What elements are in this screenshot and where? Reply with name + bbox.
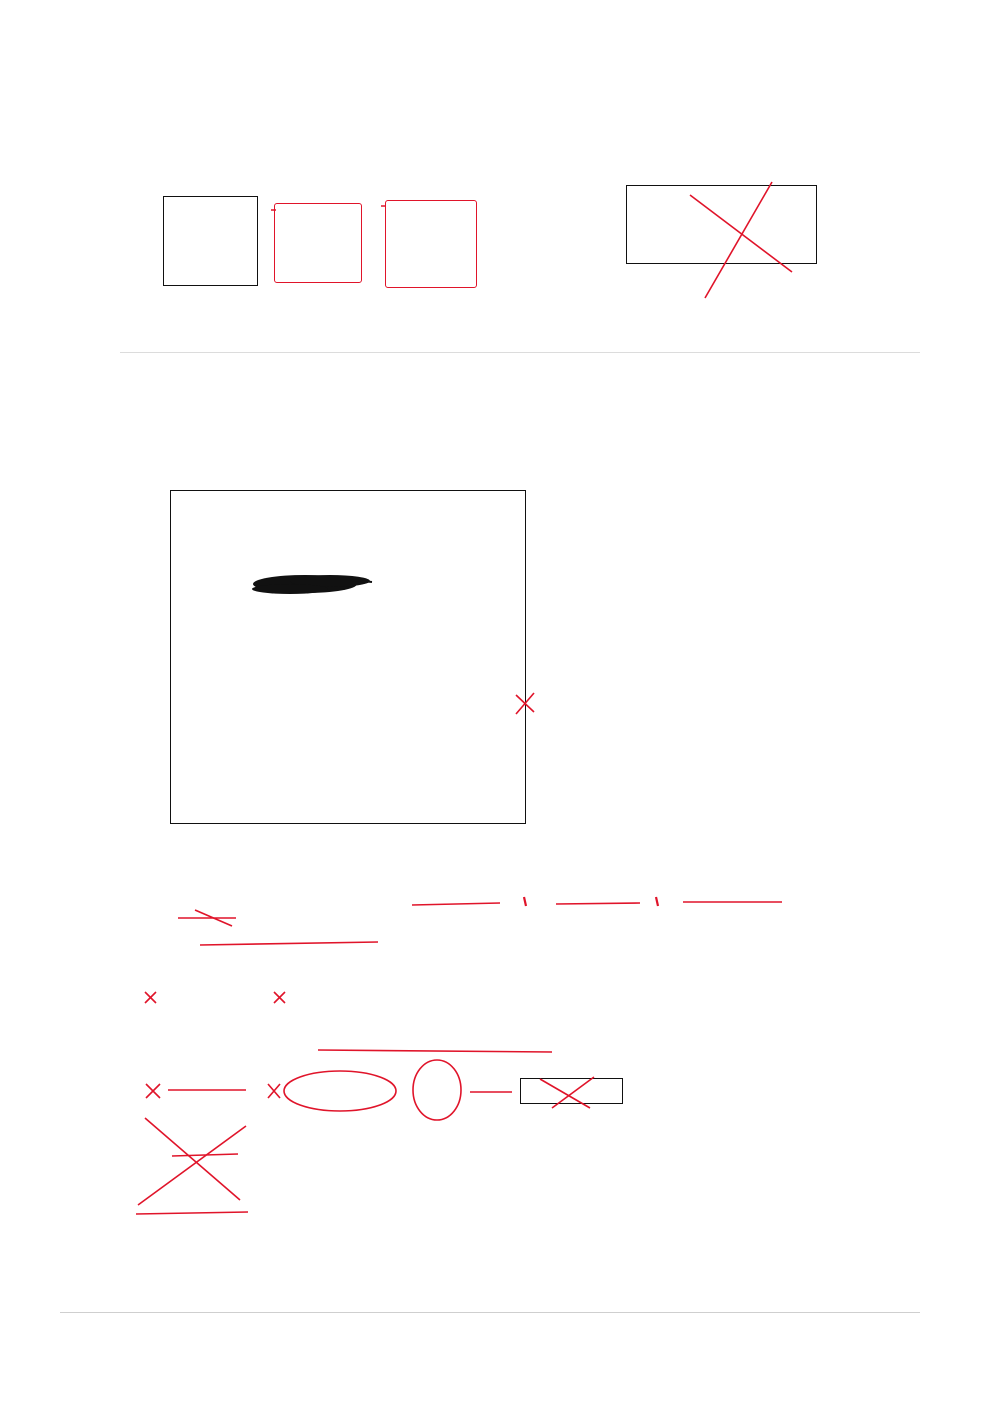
sample-form-box [626,185,817,264]
id-label-box [520,1078,623,1104]
comma-line-1 [412,902,782,905]
lower-section-cross [138,1118,246,1205]
id-number-cross-right [274,992,285,1003]
trademark-image-box [170,490,526,824]
revenue-stamp-slot-2 [274,203,362,283]
scan-artifact-line [60,1312,920,1313]
representative-cross [146,1084,160,1098]
revenue-stamp-slot-3 [385,200,477,288]
strike-goods-repeat [200,942,378,945]
seal-circle [413,1060,461,1120]
strike-name-value [318,1050,552,1052]
scan-artifact-line [120,352,920,353]
revenue-stamp-box [163,196,258,286]
strike-phone [172,1154,238,1156]
id-number-cross-left [145,992,156,1003]
representative-name-circle [284,1071,396,1111]
